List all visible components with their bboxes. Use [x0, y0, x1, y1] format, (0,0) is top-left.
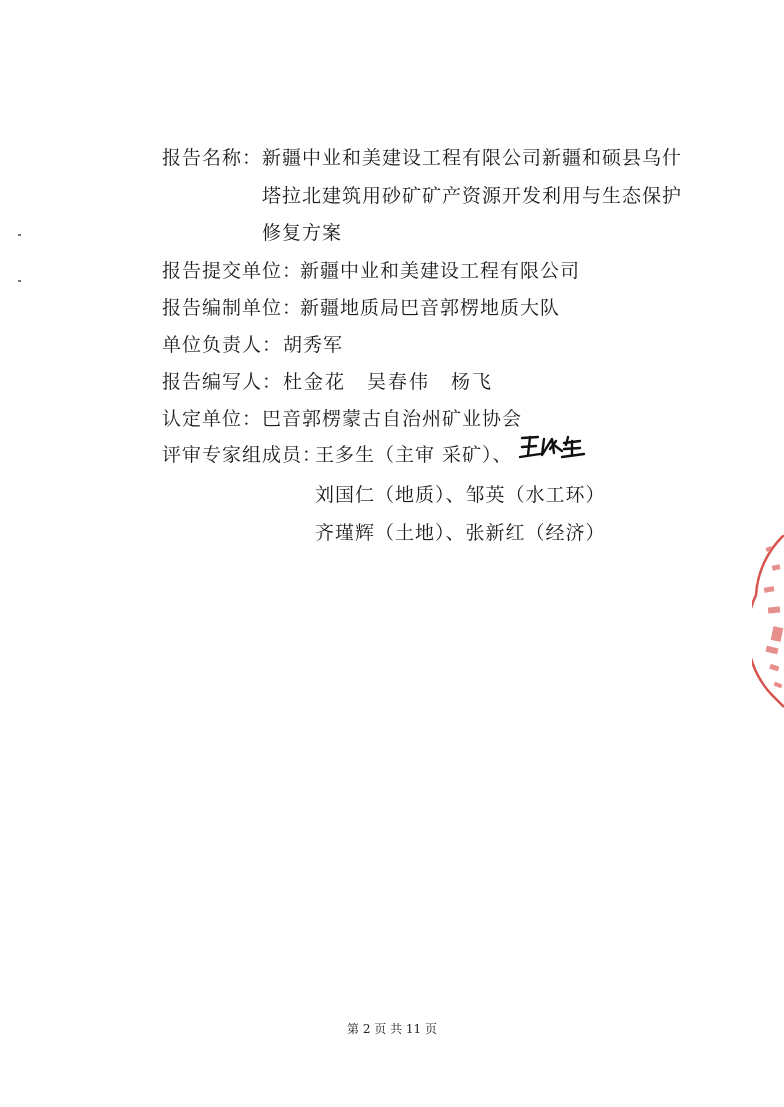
compiler-value: 新疆地质局巴音郭楞地质大队 — [300, 297, 561, 319]
experts-line-2: 刘国仁（地质）、邹英（水工环） — [315, 484, 606, 506]
report-name-label: 报告名称： — [162, 147, 263, 169]
experts-line-3: 齐瑾辉（土地）、张新红（经济） — [315, 522, 606, 544]
certifier-value: 巴音郭楞蒙古自治州矿业协会 — [262, 408, 523, 430]
report-name-line-3: 修复方案 — [262, 222, 343, 244]
scan-speck — [18, 234, 21, 236]
experts-line-1: 王多生（主审 采矿）、 — [315, 444, 513, 466]
writers-value: 杜金花 吴春伟 杨飞 — [283, 371, 494, 393]
compiler-label: 报告编制单位： — [162, 297, 303, 319]
scan-speck — [18, 280, 21, 282]
handwritten-signature — [518, 431, 588, 463]
writers-label: 报告编写人： — [162, 371, 283, 393]
official-seal-stamp — [752, 535, 784, 710]
leader-label: 单位负责人： — [162, 334, 283, 356]
page-footer: 第 2 页 共 11 页 — [347, 1022, 437, 1036]
experts-label: 评审专家组成员： — [162, 444, 323, 466]
report-name-line-1: 新疆中业和美建设工程有限公司新疆和硕县乌什 — [262, 147, 683, 169]
certifier-label: 认定单位： — [162, 408, 263, 430]
report-name-line-2: 塔拉北建筑用砂矿矿产资源开发利用与生态保护 — [262, 185, 683, 207]
leader-value: 胡秀军 — [283, 334, 344, 356]
submitter-value: 新疆中业和美建设工程有限公司 — [300, 260, 581, 282]
submitter-label: 报告提交单位： — [162, 260, 303, 282]
